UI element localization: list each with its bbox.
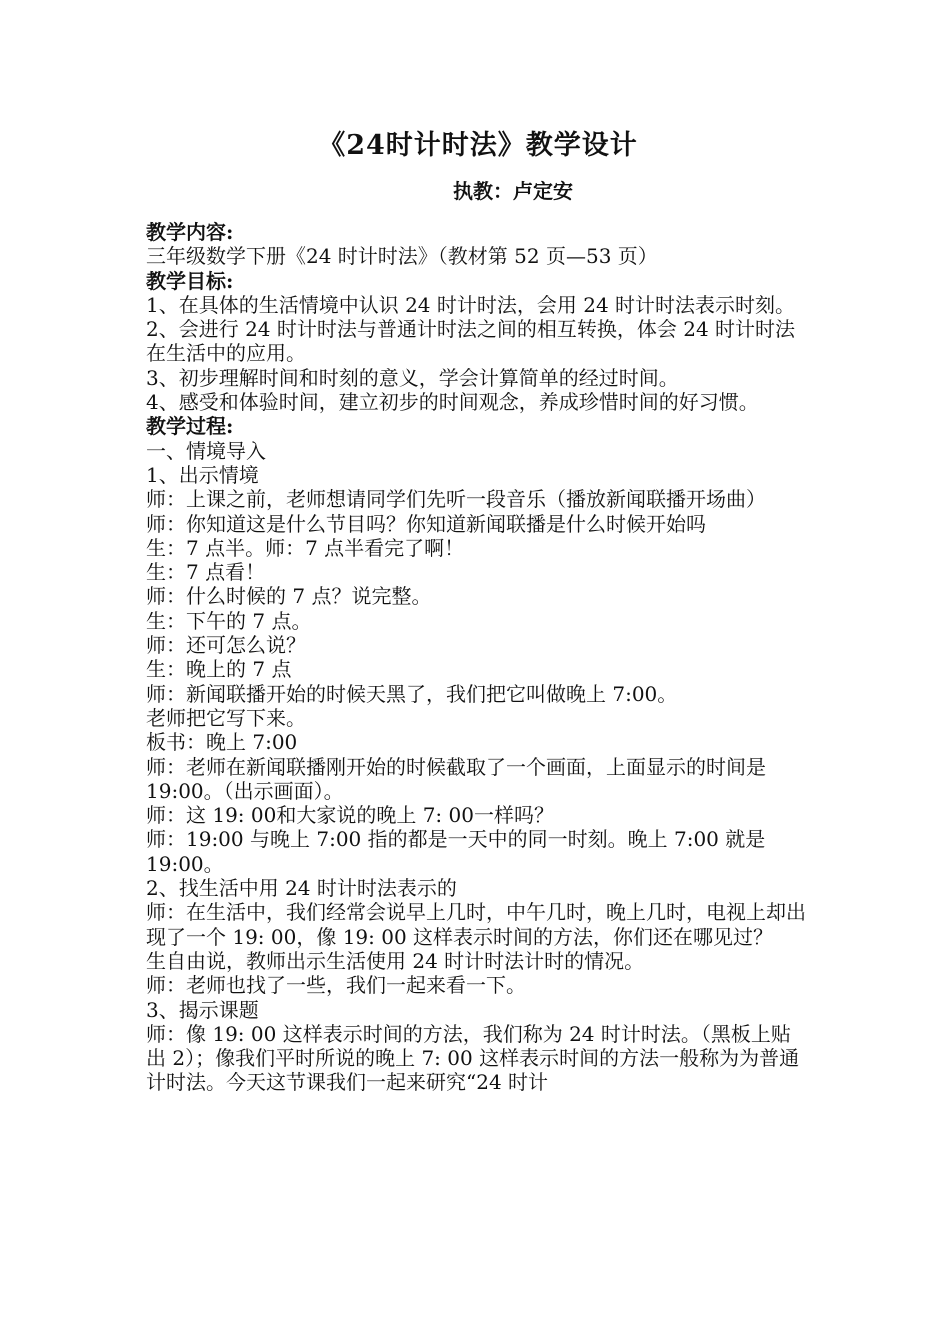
section-heading: 教学内容: [146, 220, 234, 244]
document-author: 执教：卢定安 [453, 179, 573, 203]
section-heading: 教学过程: [146, 414, 234, 439]
paragraph: 师：老师在新闻联播刚开始的时候截取了一个画面，上面显示的时间是 19:00。（出示画面）。 [146, 754, 766, 803]
document-title: 《24时计时法》教学设计 [318, 130, 638, 161]
paragraph: 一、情境导入 [146, 438, 266, 463]
paragraph: 师：新闻联播开始的时候天黑了，我们把它叫做晚上 7:00。 [146, 681, 678, 706]
paragraph: 师：还可怎么说？ [146, 633, 306, 658]
paragraph: 师：你知道这是什么节目吗？你知道新闻联播是什么时候开始吗 [146, 511, 706, 536]
paragraph: 师：在生活中，我们经常会说早上几时，中午几时，晚上几时，电视上却出现了一个 19: 00，像 19: 00 这样表示时间的方法，你们还在哪见过？ [146, 900, 806, 949]
paragraph: 3、揭示课题 [146, 997, 259, 1022]
paragraph: 师：19:00 与晚上 7:00 指的都是一天中的同一时刻。晚上 7:00 就是 19:00。 [146, 827, 766, 876]
paragraph: 生：7 点半。师：7 点半看完了啊！ [146, 535, 465, 560]
paragraph: 老师把它写下来。 [146, 705, 306, 730]
paragraph: 3、初步理解时间和时刻的意义，学会计算简单的经过时间。 [146, 365, 679, 390]
paragraph: 师：这 19: 00和大家说的晚上 7: 00一样吗？ [146, 803, 554, 828]
paragraph: 1、在具体的生活情境中认识 24 时计时法，会用 24 时计时法表示时刻。 [146, 292, 796, 317]
document-body [146, 220, 810, 1095]
paragraph: 生自由说，教师出示生活使用 24 时计时法计时的情况。 [146, 948, 645, 973]
paragraph: 师：什么时候的 7 点？说完整。 [146, 584, 432, 609]
paragraph: 2、会进行 24 时计时法与普通计时法之间的相互转换，体会 24 时计时法在生活中的应用。 [146, 317, 796, 366]
paragraph: 生：晚上的 7 点 [146, 657, 292, 682]
paragraph: 师：上课之前，老师想请同学们先听一段音乐（播放新闻联播开场曲） [146, 487, 766, 512]
paragraph: 生：7 点看！ [146, 560, 266, 585]
paragraph: 师：老师也找了一些，我们一起来看一下。 [146, 973, 526, 998]
paragraph: 师：像 19: 00 这样表示时间的方法，我们称为 24 时计时法。（黑板上贴出 2）；像我们平时所说的晚上 7: 00 这样表示时间的方法一般称为为普通计时法。今天这节课我们一起来研究“24 时计 [146, 1021, 800, 1095]
paragraph: 生：下午的 7 点。 [146, 608, 312, 633]
paragraph: 4、感受和体验时间，建立初步的时间观念，养成珍惜时间的好习惯。 [146, 390, 759, 415]
section-heading: 教学目标: [146, 268, 234, 293]
paragraph: 1、出示情境 [146, 462, 259, 487]
paragraph: 板书：晚上 7:00 [146, 730, 298, 755]
paragraph: 三年级数学下册《24 时计时法》（教材第 52 页—53 页） [146, 244, 658, 269]
paragraph: 2、找生活中用 24 时计时法表示的 [146, 876, 457, 901]
